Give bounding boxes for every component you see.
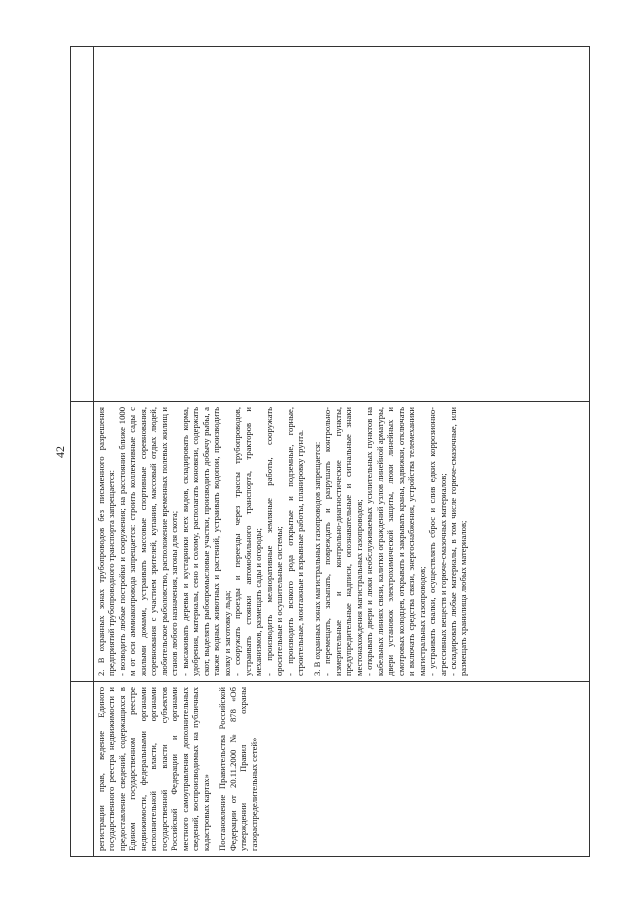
list-item: - производить мелиоративные земляные работы, сооружать оросительные и осушительные системы; xyxy=(263,407,285,676)
section3-title: 3. В охранных зонах магистральных газопроводов запрещается: xyxy=(311,441,322,676)
list-item: - складировать любые материалы, в том числе горюче-смазочные, или размещать хранилища любых материалов; xyxy=(447,407,469,676)
rotated-table-wrapper xyxy=(70,47,590,857)
table-header-row xyxy=(71,47,94,857)
page-number: 42 xyxy=(53,446,67,458)
source-text-2: Постановление Правительства Российской Федерации от 20.11.2000 № 878 «Об утверждении Правил охраны газораспределительных сетей» xyxy=(217,687,259,851)
list-item: - высаживать деревья и кустарники всех видов, складировать корма, удобрения, материалы, сено и солому, располагать коновязи, содержать скот, выделять рыбопромысловые участки, производить добычу рыбы, а также водных животных и растений, устраивать водопои, производить колку и заготовку льда; xyxy=(179,407,232,676)
list-item: - устраивать свалки, осуществлять сброс и слив едких коррозионно-агрессивных веществ и горюче-смазочных материалов; xyxy=(427,407,448,676)
cell-sources xyxy=(94,682,590,857)
table-body-row xyxy=(94,47,590,857)
list-item: - открывать двери и люки необслуживаемых усилительных пунктов на кабельных линиях связи, калитки ограждений узлов линейной арматуры, двери установок электрохимической защиты, люки линейных и смотровых колодцев, открывать и закрывать краны, задвижки, отключать и включать средства связи, энергоснабжения, устройства телемеханики магистральных газопроводов; xyxy=(364,407,427,676)
list-item: - сооружать проезды и переезды через трассы трубопроводов, устраивать стоянки автомобильного транспорта, тракторов и механизмов, размещать сады и огороды; xyxy=(232,407,264,676)
source-text-1: регистрации прав, ведение Единого государственного реестра недвижимости и предоставление сведений, содержащихся в Едином государственном реестре недвижимости, федеральными органами исполнительной власти, органами государственной власти субъектов Российской Федерации и органами местного самоуправления дополнительных сведений, воспроизводимых на публичных кадастровых картах» xyxy=(96,687,211,851)
section2-title: 2. В охранных зонах трубопроводов без письменного разрешения предприятий трубопроводного транспорта запрещается: xyxy=(96,407,117,676)
list-item: - возводить любые постройки и сооружения; на расстоянии ближе 1000 м от оси аммиакопровода запрещается: строить коллективные сады с жилыми домами, устраивать массовые спортивные соревнования, соревнования с участием зрителей, купания, массовый отдых людей, любительское рыболовство, расположение временных полевых жилищ и станов любого назначения, загоны для скота; xyxy=(116,407,180,676)
header-cell-1 xyxy=(71,682,94,857)
header-cell-3 xyxy=(71,47,94,402)
cell-restrictions xyxy=(94,402,590,682)
document-table xyxy=(70,46,590,857)
list-item: - производить всякого рода открытые и подземные, горные, строительные, монтажные и взрывные работы, планировку грунта. xyxy=(284,407,306,676)
cell-empty xyxy=(94,47,590,402)
list-item: - перемещать, засыпать, повреждать и разрушать контрольно-измерительные и контрольно-диагностические пункты, предупредительные надписи, опознавательные и сигнальные знаки местонахождения магистральных газопроводов; xyxy=(322,407,364,676)
header-cell-2 xyxy=(71,402,94,682)
